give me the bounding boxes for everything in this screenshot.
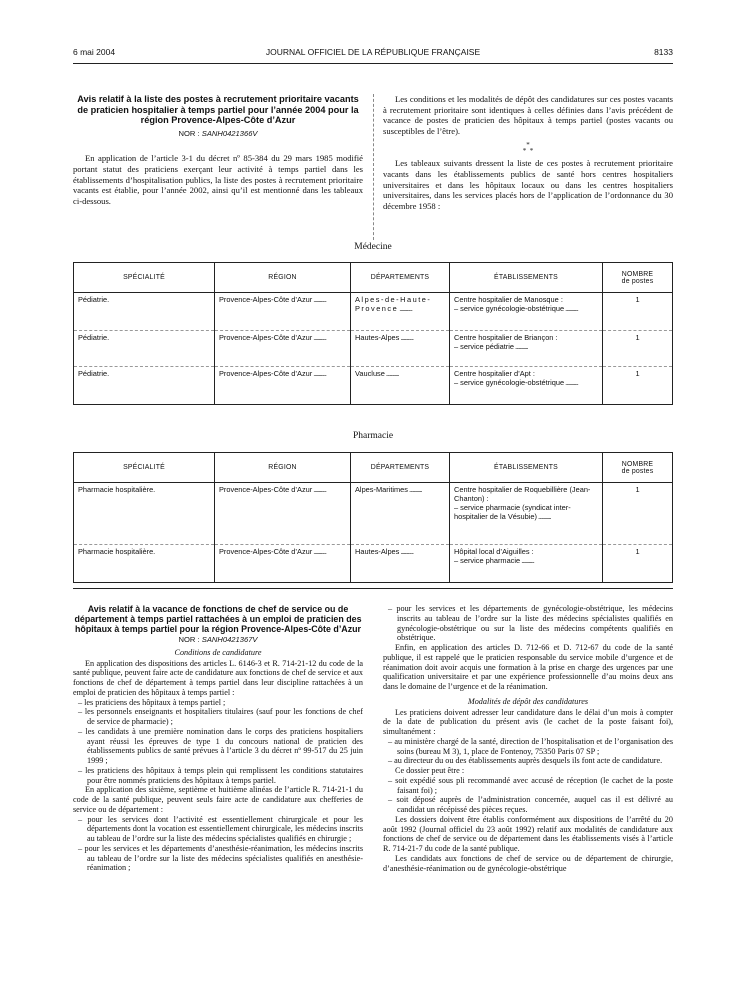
avis2-left-column bbox=[73, 604, 363, 873]
pharmacie-table bbox=[73, 452, 673, 583]
list-item: – au directeur du ou des établissements auprès desquels ils font acte de candidature. bbox=[397, 756, 673, 766]
avis2-title: Avis relatif à la vacance de fonctions de chef de service ou de département à temps partiel rattachées à un emploi de praticien des hôpitaux à temps partiel pour la région Provence-Alpes-Côte d’Azur bbox=[74, 604, 362, 634]
avis2-paragraph-7: Les candidats aux fonctions de chef de service ou de département de chirurgie, d’anesthésie-réanimation ou de gynécologie-obstétrique bbox=[383, 853, 673, 873]
header-page-number: 8133 bbox=[654, 47, 673, 57]
avis1-nor: NOR : SANH0421366V bbox=[178, 128, 258, 138]
cell-nombre: 1 bbox=[603, 367, 673, 405]
list-item: – soit déposé auprès de l’administration concernée, auquel cas il est délivré au candidat un récépissé des pièces reçues. bbox=[397, 795, 673, 815]
cell-specialite: Pédiatrie. bbox=[74, 367, 215, 405]
header-journal-title: JOURNAL OFFICIEL DE LA RÉPUBLIQUE FRANÇAISE bbox=[265, 47, 481, 57]
cell-departement: Alpes-de-Haute-Provence ..... bbox=[351, 293, 450, 331]
avis2-paragraph-6: Les dossiers doivent être établis conformément aux dispositions de l’arrêté du 20 août 1992 (Journal officiel du 23 août 1992) relatif aux modalités de candidature aux fonctions de chef de service ou de département dans les établissements visés à l’article R. 714-21-7 du code de la santé publique. bbox=[383, 814, 673, 853]
avis1-paragraph: En application de l’article 3-1 du décret nº 85-384 du 29 mars 1985 modifié portant statut des praticiens exerçant leur activité à temps partiel dans les établissements d’hospitalisation publics, la liste des postes à recrutement prioritaire vacants est établie, pour l’année 2002, ainsi qu’il est mentionné dans les tableaux ci-dessous. bbox=[73, 153, 363, 206]
cell-departement: Hautes-Alpes ..... bbox=[351, 331, 450, 367]
avis2-nor: NOR : SANH0421367V bbox=[178, 635, 258, 644]
avis1-right-column bbox=[383, 94, 673, 211]
cell-region: Provence-Alpes-Côte d’Azur ..... bbox=[215, 331, 351, 367]
submission-list bbox=[383, 776, 673, 815]
table-row bbox=[74, 367, 673, 405]
col-header-region: RÉGION bbox=[215, 453, 351, 483]
avis2-paragraph-1: En application des dispositions des articles L. 6146-3 et R. 714-21-12 du code de la santé publique, peuvent faire acte de candidature aux fonctions de chef de service et aux fonctions de chef de département à temps partiel dans leur discipline rattachées à un emploi de praticien des hôpitaux à temps partiel : bbox=[73, 658, 363, 697]
table-header-row bbox=[74, 263, 673, 293]
col-header-etablissements: ÉTABLISSEMENTS bbox=[450, 263, 603, 293]
cell-departement: Alpes-Maritimes ..... bbox=[351, 483, 450, 545]
avis2-paragraph-4: Les praticiens doivent adresser leur candidature dans le délai d’un mois à compter de la date de publication du présent avis (le cachet de la poste faisant foi), simultanément : bbox=[383, 707, 673, 736]
medecine-table bbox=[73, 262, 673, 405]
cell-nombre: 1 bbox=[603, 331, 673, 367]
col-header-specialite: SPÉCIALITÉ bbox=[74, 263, 215, 293]
list-item: – les praticiens des hôpitaux à temps partiel ; bbox=[87, 698, 363, 708]
cell-etablissement: Centre hospitalier de Briançon : – service pédiatrie ..... bbox=[450, 331, 603, 367]
subheading-conditions: Conditions de candidature bbox=[174, 647, 262, 657]
table-row bbox=[74, 331, 673, 367]
addressees-list bbox=[383, 737, 673, 766]
cell-nombre: 1 bbox=[603, 545, 673, 583]
list-item: – soit expédié sous pli recommandé avec accusé de réception (le cachet de la poste faisant foi) ; bbox=[397, 776, 673, 796]
candidates-list bbox=[73, 698, 363, 786]
table-row bbox=[74, 545, 673, 583]
list-item: – les praticiens des hôpitaux à temps plein qui remplissent les conditions statutaires pour être nommés praticiens des hôpitaux à temps partiel. bbox=[87, 766, 363, 786]
cell-nombre: 1 bbox=[603, 293, 673, 331]
specialty-list bbox=[73, 815, 363, 874]
col-header-departements: DÉPARTEMENTS bbox=[351, 453, 450, 483]
list-item: – au ministère chargé de la santé, direction de l’hospitalisation et de l’organisation des soins (bureau M 3), 1, place de Fontenoy, 75350 Paris 07 SP ; bbox=[397, 737, 673, 757]
cell-specialite: Pédiatrie. bbox=[74, 293, 215, 331]
avis1-title: Avis relatif à la liste des postes à recrutement prioritaire vacants de praticien hospitalier à temps partiel pour l’année 2004 pour la région Provence-Alpes-Côte d’Azur bbox=[77, 94, 359, 126]
avis2-paragraph-2: En application des sixième, septième et huitième alinéas de l’article R. 714-21-1 du code de la santé publique, peuvent seuls faire acte de candidature aux chefferies de service ou de département : bbox=[73, 785, 363, 814]
cell-specialite: Pharmacie hospitalière. bbox=[74, 545, 215, 583]
table-caption-pharmacie: Pharmacie bbox=[352, 431, 394, 441]
avis1-right-paragraph-1: Les conditions et les modalités de dépôt des candidatures sur ces postes vacants à recrutement prioritaire sont identiques à celles définies dans l’avis précédent de vacance de postes de praticien des hôpitaux à temps partiel (postes vacants ou susceptibles de l’être). bbox=[383, 94, 673, 136]
table-row bbox=[74, 293, 673, 331]
cell-specialite: Pédiatrie. bbox=[74, 331, 215, 367]
cell-etablissement: Centre hospitalier de Manosque : – service gynécologie-obstétrique ..... bbox=[450, 293, 603, 331]
list-item: – les candidats à une première nomination dans le corps des praticiens hospitaliers ayant réussi les épreuves de type 1 du concours national de praticien des établissements publics de santé prévues à l’article 3 du décret nº 99-517 du 25 juin 1999 ; bbox=[87, 727, 363, 766]
cell-region: Provence-Alpes-Côte d’Azur ..... bbox=[215, 293, 351, 331]
cell-region: Provence-Alpes-Côte d’Azur ..... bbox=[215, 483, 351, 545]
column-divider bbox=[373, 94, 374, 240]
cell-etablissement: Centre hospitalier de Roquebillière (Jean-Chanton) : – service pharmacie (syndicat inter-hospitalier de la Vésubie) ..... bbox=[450, 483, 603, 545]
avis2-right-column bbox=[383, 604, 673, 873]
col-header-region: RÉGION bbox=[215, 263, 351, 293]
col-header-etablissements: ÉTABLISSEMENTS bbox=[450, 453, 603, 483]
list-item: – pour les services et les départements d’anesthésie-réanimation, les médecins inscrits au tableau de l’ordre sur la liste des médecins spécialistes qualifiés en anesthésie-réanimation ; bbox=[87, 844, 363, 873]
avis2-paragraph-5: Ce dossier peut être : bbox=[395, 766, 465, 775]
header-date: 6 mai 2004 bbox=[73, 47, 116, 57]
list-item: – les personnels enseignants et hospitaliers titulaires (sauf pour les fonctions de chef de service de pharmacie) ; bbox=[87, 707, 363, 727]
table-row bbox=[74, 483, 673, 545]
cell-departement: Hautes-Alpes ..... bbox=[351, 545, 450, 583]
cell-etablissement: Hôpital local d’Aiguilles : – service pharmacie ..... bbox=[450, 545, 603, 583]
col-header-specialite: SPÉCIALITÉ bbox=[74, 453, 215, 483]
avis1-left-column bbox=[73, 94, 363, 206]
list-item: – pour les services dont l’activité est essentiellement chirurgicale et pour les départements dont la vocation est essentiellement chirurgicale, les médecins inscrits au tableau de l’ordre sur la liste des médecins spécialistes qualifiés en chirurgie ; bbox=[87, 815, 363, 844]
avis1-right-paragraph-2: Les tableaux suivants dressent la liste de ces postes à recrutement prioritaire vacants dans les établissements publics de santé hors centres hospitaliers universitaires et dans les hôpitaux locaux ou dans les centres hospitaliers universitaires, dans les services placés hors de l’application de l’ordonnance du 30 décembre 1958 : bbox=[383, 158, 673, 211]
header-rule bbox=[73, 63, 673, 64]
col-header-nombre: NOMBRE de postes bbox=[603, 453, 673, 483]
avis2-paragraph-3: Enfin, en application des articles D. 712-66 et D. 712-67 du code de la santé publique, il est rappelé que le praticien responsable du service mobile d’urgence et de réanimation doit avoir acquis une formation à la prise en charge des urgences par une qualification universitaire et par une expérience professionnelle d’au moins deux ans dans le domaine de l’urgence et de la réanimation. bbox=[383, 643, 673, 691]
table-caption-medecine: Médecine bbox=[354, 242, 392, 252]
list-item: – pour les services et les départements de gynécologie-obstétrique, les médecins inscrits au tableau de l’ordre sur la liste des médecins spécialistes qualifiés en gynécologie-obstétrique ou sur la liste des médecins compétents qualifiés en obstétrique. bbox=[397, 604, 673, 643]
asterism-separator: * * * bbox=[522, 141, 534, 156]
table-header-row bbox=[74, 453, 673, 483]
specialty-list-continued bbox=[383, 604, 673, 643]
cell-region: Provence-Alpes-Côte d’Azur ..... bbox=[215, 367, 351, 405]
cell-nombre: 1 bbox=[603, 483, 673, 545]
cell-specialite: Pharmacie hospitalière. bbox=[74, 483, 215, 545]
subheading-modalites: Modalités de dépôt des candidatures bbox=[467, 696, 589, 706]
col-header-nombre: NOMBRE de postes bbox=[603, 263, 673, 293]
cell-etablissement: Centre hospitalier d’Apt : – service gynécologie-obstétrique ..... bbox=[450, 367, 603, 405]
page-header bbox=[73, 47, 673, 61]
section-rule bbox=[73, 588, 673, 589]
cell-region: Provence-Alpes-Côte d’Azur ..... bbox=[215, 545, 351, 583]
col-header-departements: DÉPARTEMENTS bbox=[351, 263, 450, 293]
cell-departement: Vaucluse ..... bbox=[351, 367, 450, 405]
